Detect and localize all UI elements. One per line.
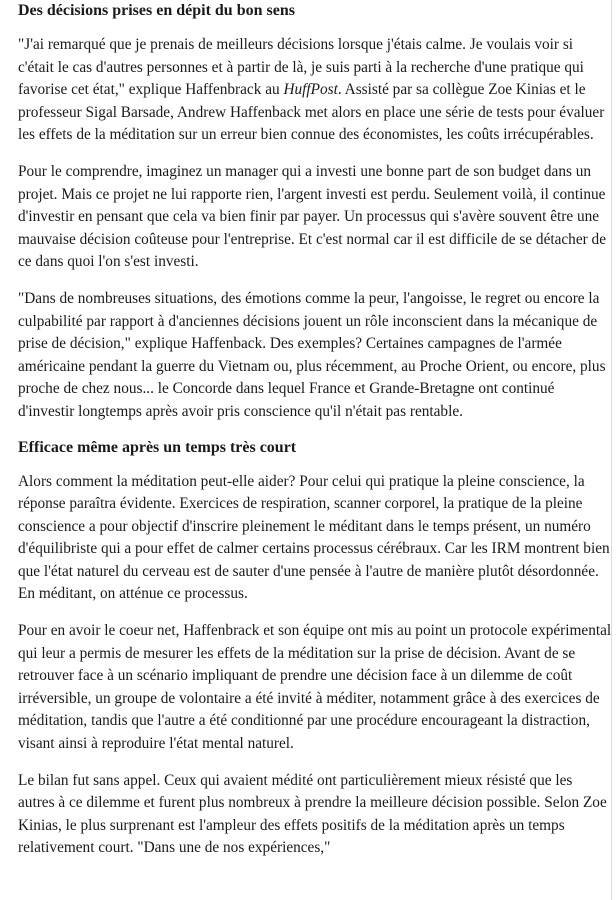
paragraph-mindfulness: Alors comment la méditation peut-elle aider? Pour celui qui pratique la pleine conscience, la réponse paraîtra évidente. Exercices de respiration, scanner corporel, la pratique de la pleine conscience a pour objectif d'inscrire pleinement le méditant dans le temps présent, un numéro d'équilibriste qui a pour effet de calmer certains processus cérébraux. Car les IRM montrent bien que l'état naturel du cerveau est de sauter d'une pensée à l'autre de manière plutôt désordonnée. En méditant, on atténue ce processus. [18, 472, 610, 603]
paragraph-quote-calm-end: . Assisté par sa collègue Zoe Kinias et le professeur Sigal Barsade, Andrew Haffenback met alors en place une série de tests pour évaluer les effets de la méditation sur un erreur bien connue des économistes, les coûts irrécupérables. [18, 81, 605, 144]
section-heading-bad-decisions: Des décisions prises en dépit du bon sens [18, 2, 295, 19]
article-body [18, 0, 612, 860]
paragraph-results: Le bilan fut sans appel. Ceux qui avaient médité ont particulièrement mieux résisté que les autres à ce dilemme et furent plus nombreux à prendre la meilleure décision possible. Selon Zoe Kinias, le plus surprenant est l'ampleur des effets positifs de la méditation après un temps relativement court. "Dans une de nos expériences," [18, 771, 607, 857]
paragraph-experiment: Pour en avoir le coeur net, Haffenbrack et son équipe ont mis au point un protocole expérimental qui leur a permis de mesurer les effets de la méditation sur la prise de décision. Avant de se retrouver face à un scénario impliquant de prendre une décision face à un dilemme de coût irréversible, un groupe de volontaire a été invité à méditer, notamment grâce à des exercices de méditation, tandis que l'autre a été conditionné par une procédure encourageant la distraction, visant ainsi à reproduire l'état mental naturel. [18, 622, 612, 753]
paragraph-emotions: "Dans de nombreuses situations, des émotions comme la peur, l'angoisse, le regret ou encore la culpabilité par rapport à d'anciennes décisions jouent un rôle inconscient dans la mécanique de prise de décision," explique Haffenback. Des exemples? Certaines campagnes de l'armée américaine pendant la guerre du Vietnam ou, plus récemment, au Proche Orient, ou encore, plus proche de chez nous... le Concorde dans lequel France et Grande-Bretagne ont continué d'investir longtemps après avoir pris conscience qu'il n'était pas rentable. [18, 289, 606, 420]
section-heading-efficacy: Efficace même après un temps très court [18, 438, 297, 456]
source-huffpost: HuffPost [283, 81, 338, 99]
paragraph-quote-calm-start: "J'ai remarqué que je prenais de meilleurs décisions lorsque j'étais calme. Je voulais voir si c'était le cas d'autres personnes et à partir de là, je suis parti à la recherche d'une pratique qui favorise cet état," explique Haffenbrack au [18, 36, 584, 99]
paragraph-sunk-cost-example: Pour le comprendre, imaginez un manager qui a investi une bonne part de son budget dans un projet. Mais ce projet ne lui rapporte rien, l'argent investi est perdu. Seulement voilà, il continue d'investir en pensant que cela va bien finir par payer. Un processus qui s'avère souvent être une mauvaise décision coûteuse pour l'entreprise. Et c'est normal car il est difficile de se détacher de ce dans quoi l'on s'est investi. [18, 162, 606, 271]
paragraph-quote-calm [18, 34, 612, 147]
